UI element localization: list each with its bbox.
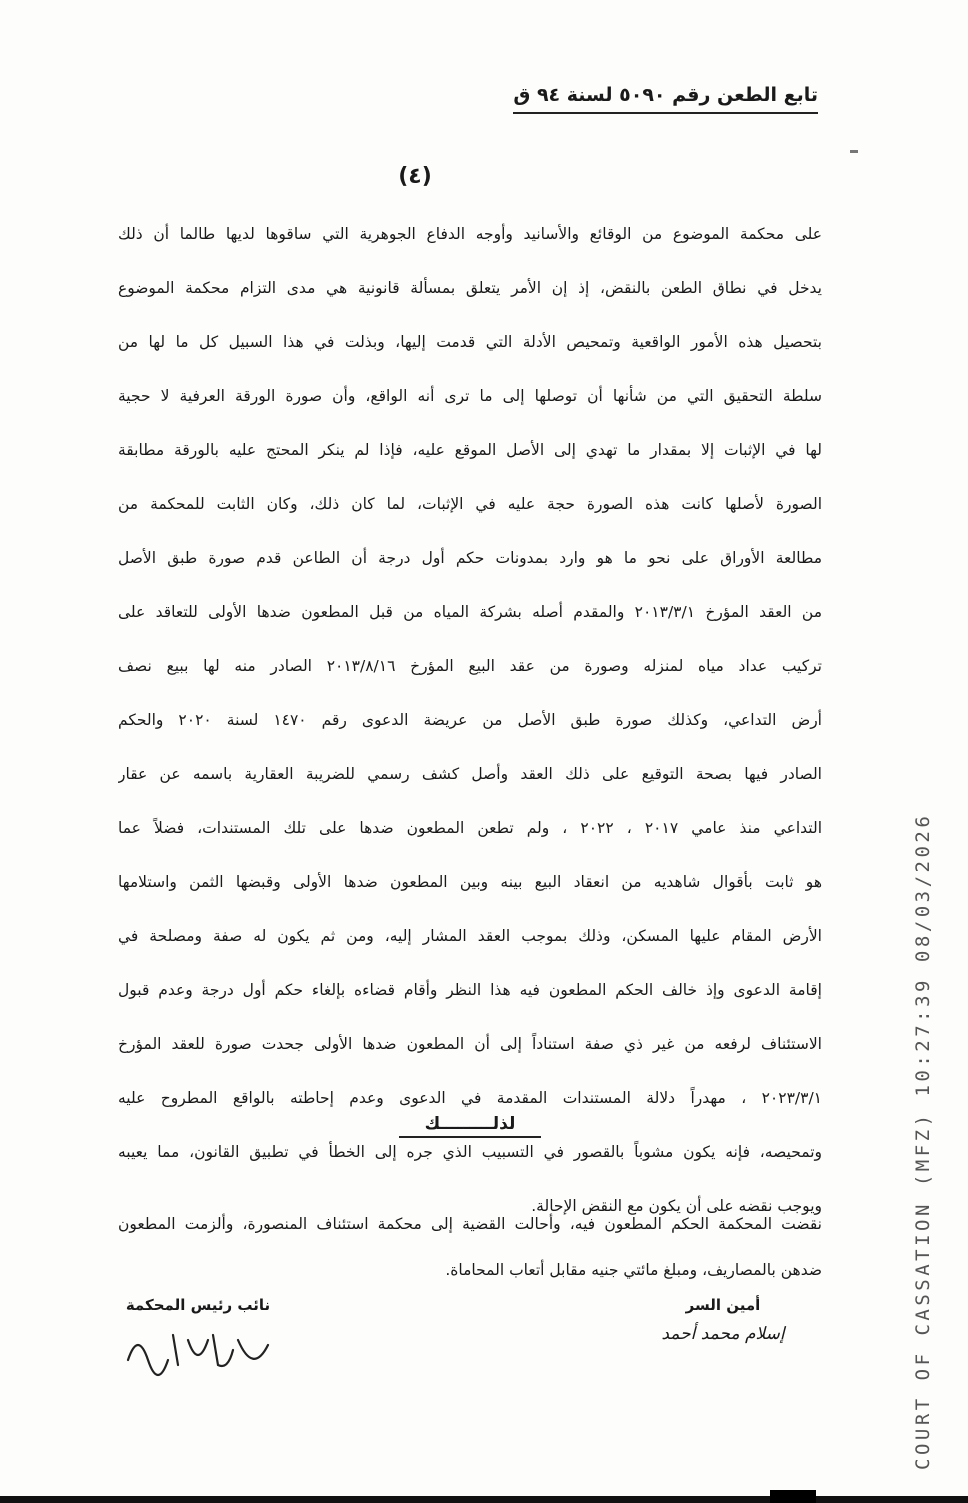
body-line: الصورة لأصلها كانت هذه الصورة حجة عليه في الإثبات، لما كان ذلك، وكان الثابت للمحكمة من [118, 495, 822, 513]
body-line: أرض التداعي، وكذلك صورة طبق الأصل من عريضة الدعوى رقم ١٤٧٠ لسنة ٢٠٢٠ والحكم [118, 711, 822, 729]
body-line: ويوجب نقضه على أن يكون مع النقض الإحالة. [531, 1197, 822, 1215]
secretary-name: إسلام محمد أحمد [661, 1324, 785, 1344]
body-line: الأرض المقام عليها المسكن، وذلك بموجب العقد المشار إليه، ومن ثم يكون له صفة ومصلحة في [118, 927, 822, 945]
body-line: يدخل في نطاق الطعن بالنقض، إذ إن الأمر يتعلق بمسألة قانونية هي مدى التزام محكمة الموضوع [118, 279, 822, 297]
scan-mark [850, 150, 858, 153]
body-line: بتحصيل هذه الأمور الواقعية وتمحيص الأدلة التي قدمت إليها، وبذلت في هذا السبيل كل ما لها من [118, 333, 822, 351]
handwritten-signature [118, 1320, 278, 1380]
vice-president-signature-block [98, 1296, 298, 1380]
section-heading [0, 1114, 940, 1134]
appeal-header: تابع الطعن رقم ٥٠٩٠ لسنة ٩٤ ق [513, 84, 818, 114]
body-line: سلطة التحقيق التي من شأنها أن توصلها إلى ما ترى أنه الواقع، وأن صورة الورقة العرفية لا حجية [118, 387, 822, 405]
verdict-paragraph [118, 1212, 822, 1304]
page-number: (٤) [398, 164, 432, 189]
body-line: الاستئناف لرفعه من غير ذي صفة استناداً إلى أن المطعون ضدها الأولى جحدت صورة للعقد المؤرخ [118, 1035, 822, 1053]
body-line: التداعي منذ عامي ٢٠١٧ ، ٢٠٢٢ ، ولم تطعن المطعون ضدها على تلك المستندات، فضلاً عما [118, 819, 822, 837]
body-line: هو ثابت بأقوال شاهديه من انعقاد البيع بينه وبين المطعون ضدها الأولى وقبضها الثمن واستلامها [118, 873, 822, 891]
body-line: وتمحيصه، فإنه يكون مشوباً بالقصور في التسبيب الذي جره إلى الخطأ في تطبيق القانون، مما يعيبه [118, 1143, 822, 1161]
verdict-line: نقضت المحكمة الحكم المطعون فيه، وأحالت القضية إلى محكمة استئناف المنصورة، وألزمت المطعون [118, 1215, 822, 1233]
vice-president-title: نائب رئيس المحكمة [125, 1296, 271, 1314]
body-line: إقامة الدعوى وإذ خالف الحكم المطعون فيه هذا النظر وأقام قضاءه بإلغاء حكم أول درجة وعدم قبول [118, 981, 822, 999]
body-line: ٢٠٢٣/٣/١ ، مهدراً دلالة المستندات المقدمة في الدعوى وعدم إحاطته بالواقع المطروح عليه [118, 1089, 822, 1107]
verdict-line: ضدهن بالمصاريف، ومبلغ مائتي جنيه مقابل أتعاب المحاماة. [445, 1261, 822, 1279]
scan-edge-mark [770, 1490, 816, 1503]
body-line: الصادر فيها بصحة التوقيع على ذلك العقد وأصل كشف رسمي للضريبة العقارية باسمه عن عقار [118, 765, 822, 783]
body-line: تركيب عداد مياه لمنزله وصورة من عقد البيع المؤرخ ٢٠١٣/٨/١٦ الصادر منه لها ببيع نصف [118, 657, 822, 675]
judgment-body [118, 222, 822, 1248]
secretary-signature-block [628, 1296, 818, 1344]
secretary-title: أمين السر [685, 1296, 761, 1314]
body-line: على محكمة الموضوع من الوقائع والأسانيد وأوجه الدفاع الجوهرية التي ساقوها لديها طالما أن ذلك [118, 225, 822, 243]
body-line: مطالعة الأوراق على نحو ما هو وارد بمدونات حكم أول درجة أن الطاعن قدم صورة طبق الأصل [118, 549, 822, 567]
scan-edge [0, 1496, 968, 1503]
section-heading-text: لذلـــــــــك [399, 1114, 542, 1138]
body-line: لها في الإثبات إلا بمقدار ما تهدي إلى الأصل الموقع عليه، فإذا لم ينكر المحتج عليه بالورقة مطابقة [118, 441, 822, 459]
body-line: من العقد المؤرخ ٢٠١٣/٣/١ والمقدم أصله بشركة المياه من قبل المطعون ضدها الأولى للتعاقد على [118, 603, 822, 621]
court-timestamp-stamp: COURT OF CASSATION (MFZ) 10:27:39 08/03/2026 [912, 812, 934, 1470]
